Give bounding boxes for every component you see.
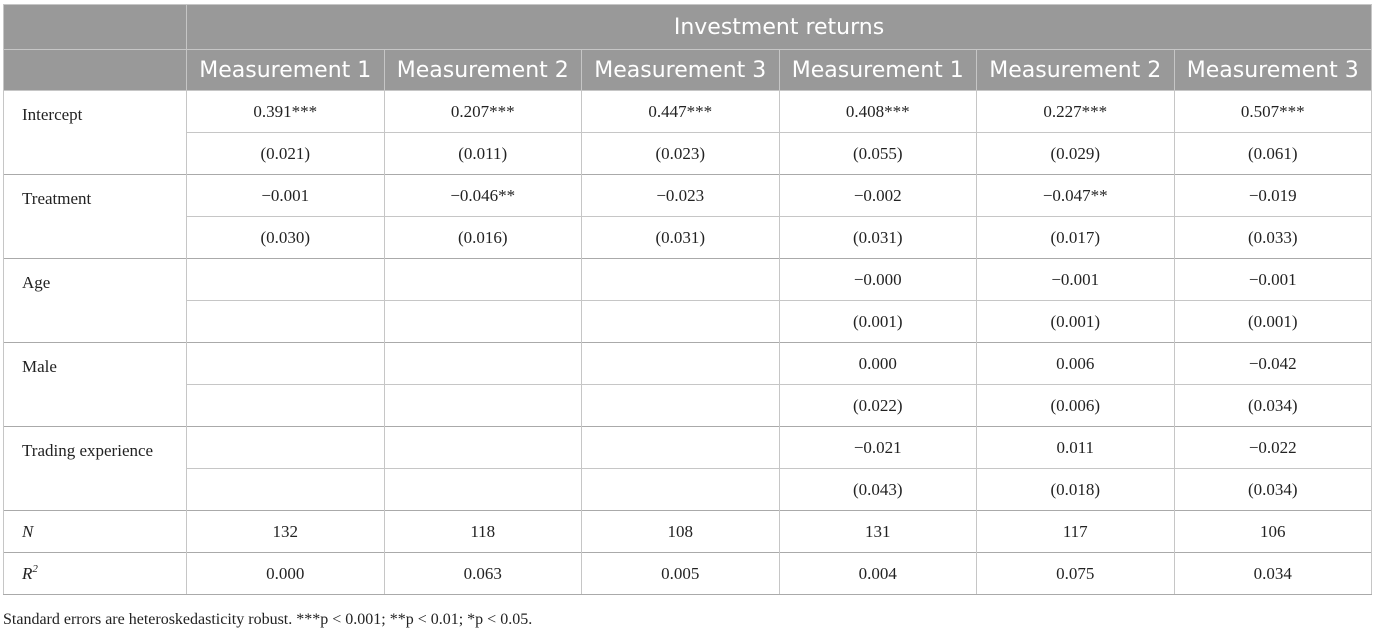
se-cell xyxy=(187,301,385,343)
se-cell: (0.055) xyxy=(779,133,977,175)
coef-cell xyxy=(187,343,385,385)
coef-cell xyxy=(582,343,780,385)
row-label: Male xyxy=(4,343,187,427)
stat-cell: 106 xyxy=(1174,511,1372,553)
regression-table-container xyxy=(3,4,1371,595)
coef-cell: −0.001 xyxy=(977,259,1175,301)
se-cell: (0.023) xyxy=(582,133,780,175)
se-cell xyxy=(187,385,385,427)
se-cell: (0.031) xyxy=(779,217,977,259)
se-cell: (0.043) xyxy=(779,469,977,511)
r2-superscript: 2 xyxy=(32,562,38,575)
coef-cell: 0.207*** xyxy=(384,91,582,133)
coef-cell xyxy=(187,427,385,469)
coef-cell xyxy=(384,259,582,301)
se-cell: (0.001) xyxy=(779,301,977,343)
table-row xyxy=(4,343,1372,385)
table-row xyxy=(4,427,1372,469)
se-cell: (0.031) xyxy=(582,217,780,259)
coef-cell: −0.047** xyxy=(977,175,1175,217)
se-cell xyxy=(582,385,780,427)
coef-cell xyxy=(384,343,582,385)
coef-cell: 0.391*** xyxy=(187,91,385,133)
coef-cell: 0.507*** xyxy=(1174,91,1372,133)
table-row xyxy=(4,217,1372,259)
coef-cell xyxy=(582,259,780,301)
table-row-n xyxy=(4,511,1372,553)
coef-cell xyxy=(187,259,385,301)
se-cell: (0.006) xyxy=(977,385,1175,427)
coef-cell: 0.447*** xyxy=(582,91,780,133)
coef-cell: −0.022 xyxy=(1174,427,1372,469)
coef-cell: −0.021 xyxy=(779,427,977,469)
stat-cell: 0.004 xyxy=(779,553,977,595)
stat-cell: 117 xyxy=(977,511,1175,553)
coef-cell: −0.000 xyxy=(779,259,977,301)
coef-cell: −0.023 xyxy=(582,175,780,217)
se-cell xyxy=(384,301,582,343)
table-row xyxy=(4,301,1372,343)
se-cell: (0.001) xyxy=(1174,301,1372,343)
coef-cell: 0.011 xyxy=(977,427,1175,469)
coef-cell: −0.001 xyxy=(1174,259,1372,301)
se-cell: (0.018) xyxy=(977,469,1175,511)
group-header: Investment returns xyxy=(187,5,1372,50)
table-row xyxy=(4,385,1372,427)
stat-cell: 0.000 xyxy=(187,553,385,595)
regression-table xyxy=(3,4,1372,595)
table-row-r2 xyxy=(4,553,1372,595)
coef-cell: 0.000 xyxy=(779,343,977,385)
coef-cell: −0.042 xyxy=(1174,343,1372,385)
coef-cell: 0.006 xyxy=(977,343,1175,385)
table-row xyxy=(4,469,1372,511)
coef-cell: 0.408*** xyxy=(779,91,977,133)
r2-base: R xyxy=(22,563,33,583)
se-cell xyxy=(187,469,385,511)
se-cell xyxy=(582,469,780,511)
coef-cell: 0.227*** xyxy=(977,91,1175,133)
stat-cell: 131 xyxy=(779,511,977,553)
stat-cell: 118 xyxy=(384,511,582,553)
table-row xyxy=(4,259,1372,301)
coef-cell: −0.046** xyxy=(384,175,582,217)
header-corner-lower xyxy=(4,50,187,91)
se-cell xyxy=(582,301,780,343)
coef-cell: −0.001 xyxy=(187,175,385,217)
coef-cell xyxy=(384,427,582,469)
se-cell: (0.034) xyxy=(1174,469,1372,511)
stat-label-n: N xyxy=(4,511,187,553)
stat-cell: 0.063 xyxy=(384,553,582,595)
stat-cell: 132 xyxy=(187,511,385,553)
column-header: Measurement 2 xyxy=(384,50,582,91)
se-cell: (0.034) xyxy=(1174,385,1372,427)
coef-cell xyxy=(582,427,780,469)
se-cell: (0.017) xyxy=(977,217,1175,259)
stat-label-r2 xyxy=(4,553,187,595)
header-corner xyxy=(4,5,187,50)
table-row xyxy=(4,91,1372,133)
column-header: Measurement 2 xyxy=(977,50,1175,91)
coef-cell: −0.019 xyxy=(1174,175,1372,217)
column-header: Measurement 1 xyxy=(187,50,385,91)
stat-cell: 0.005 xyxy=(582,553,780,595)
row-label: Age xyxy=(4,259,187,343)
row-label: Treatment xyxy=(4,175,187,259)
se-cell: (0.011) xyxy=(384,133,582,175)
stat-cell: 0.075 xyxy=(977,553,1175,595)
column-header: Measurement 3 xyxy=(1174,50,1372,91)
se-cell: (0.033) xyxy=(1174,217,1372,259)
coef-cell: −0.002 xyxy=(779,175,977,217)
se-cell: (0.001) xyxy=(977,301,1175,343)
stat-cell: 108 xyxy=(582,511,780,553)
column-header: Measurement 1 xyxy=(779,50,977,91)
row-label: Trading experience xyxy=(4,427,187,511)
se-cell: (0.022) xyxy=(779,385,977,427)
se-cell: (0.021) xyxy=(187,133,385,175)
se-cell: (0.016) xyxy=(384,217,582,259)
row-label: Intercept xyxy=(4,91,187,175)
se-cell: (0.029) xyxy=(977,133,1175,175)
se-cell: (0.061) xyxy=(1174,133,1372,175)
table-footnote: Standard errors are heteroskedasticity robust. ***p < 0.001; **p < 0.01; *p < 0.05. xyxy=(3,611,533,628)
column-header: Measurement 3 xyxy=(582,50,780,91)
stat-cell: 0.034 xyxy=(1174,553,1372,595)
se-cell xyxy=(384,469,582,511)
table-row xyxy=(4,175,1372,217)
table-row xyxy=(4,133,1372,175)
se-cell xyxy=(384,385,582,427)
se-cell: (0.030) xyxy=(187,217,385,259)
